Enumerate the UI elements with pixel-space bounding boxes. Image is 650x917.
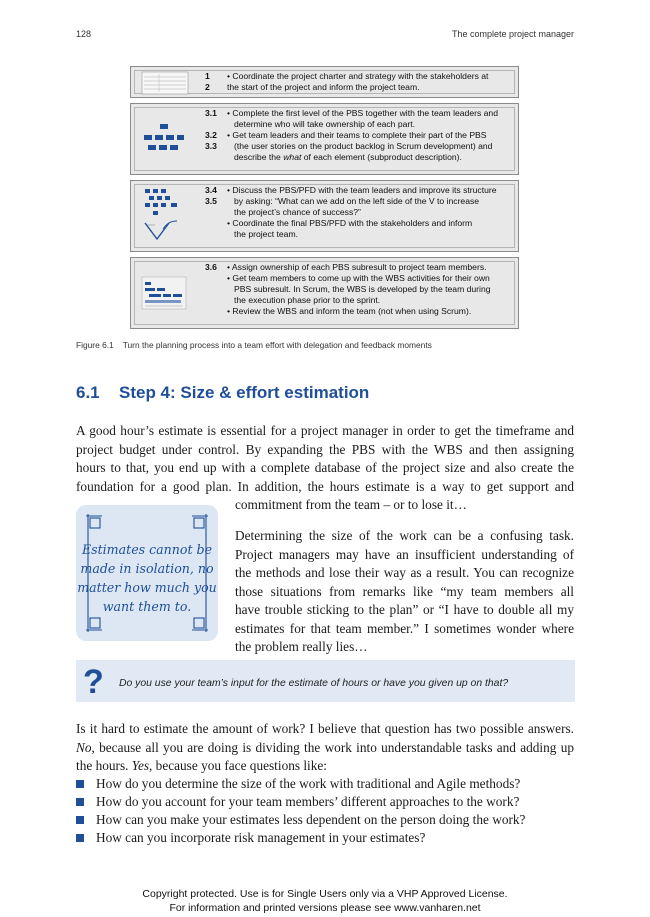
bullet-square-icon (76, 834, 84, 842)
figure-box-2 (130, 103, 519, 175)
figure-row: 3.4 • Discuss the PBS/PFD with the team leaders and improve its structure (205, 185, 497, 195)
figure-caption-text: Turn the planning process into a team effort with delegation and feedback moments (122, 340, 432, 350)
figure-row: 3.5 by asking: “What can we add on the left side of the V to increase (205, 196, 480, 206)
figure-row: determine who will take ownership of each part. (234, 119, 416, 129)
figure-box-3 (130, 180, 519, 252)
bullet-square-icon (76, 798, 84, 806)
pbs-v-model-icon (141, 187, 187, 247)
figure-row: the execution phase prior to the sprint. (234, 295, 381, 305)
paragraph-sizing: Determining the size of the work can be a confusing task. Project managers may have an insufficient understanding of the methods and lose their way as a result. You can recognize those situations from remarks like “my team members all have trouble sticking to the plan” or “I have to double all my estimates for that team member.” I sometimes wonder where the problem really lies… (235, 528, 574, 654)
paragraph-line-no: No, because all you are doing is dividing the work into understandable tasks and adding up (76, 739, 574, 755)
figure-row: 3.6 • Assign ownership of each PBS subresult to project team members. (205, 262, 487, 272)
license-info: For information and printed versions please see www.vanharen.net (169, 902, 481, 914)
figure-box-1 (130, 66, 519, 98)
figure-row: the project’s chance of success?” (234, 207, 361, 217)
list-item: How can you incorporate risk management in your estimates? (76, 829, 425, 848)
pull-quote: Estimates cannot be made in isolation, no matter how much you want them to. (77, 542, 217, 614)
figure-row: • Get team members to come up with the WBS activities for their own (227, 273, 490, 283)
figure-row: 3.1 • Complete the first level of the PBS together with the team leaders and (205, 108, 498, 118)
bullet-square-icon (76, 780, 84, 788)
figure-caption-label: Figure 6.1 (76, 340, 114, 350)
question-text: Do you use your team’s input for the estimate of hours or have you given up on that? (119, 678, 509, 689)
figure-caption (76, 340, 432, 350)
section-number: 6.1 (76, 383, 100, 402)
figure-row: the project team. (234, 229, 299, 239)
figure-row: 2 the start of the project and inform the project team. (205, 82, 420, 92)
figure-row: PBS subresult. In Scrum, the WBS is developed by the team during (234, 284, 491, 294)
figure-row: 1 • Coordinate the project charter and strategy with the stakeholders at (205, 71, 489, 81)
figure-row: • Review the WBS and inform the team (not when using Scrum). (227, 306, 472, 316)
list-item: How can you make your estimates less dependent on the person doing the work? (76, 811, 525, 830)
paragraph-questions: Is it hard to estimate the amount of work? I believe that question has two possible answers. No, because all you are doing is dividing the work into understandable tasks and adding up the hours. Yes, because you face questions like: (76, 721, 574, 773)
page-number: 128 (76, 29, 92, 39)
pbs-tree-icon (143, 122, 185, 154)
paragraph-intro-last-line: commitment from the team – or to lose it… (235, 497, 467, 512)
figure-row: 3.2 • Get team leaders and their teams to complete their part of the PBS (205, 130, 487, 140)
figure-box-4 (130, 257, 519, 329)
wbs-chart-icon (141, 276, 187, 310)
section-title: Step 4: Size & effort estimation (119, 383, 370, 402)
copyright-notice: Copyright protected. Use is for Single Users only via a VHP Approved License. (142, 888, 508, 900)
bullet-square-icon (76, 816, 84, 824)
question-mark-icon: ? (83, 663, 104, 701)
list-item: How do you determine the size of the work with traditional and Agile methods? (76, 775, 520, 794)
section-heading (76, 383, 369, 403)
running-title: The complete project manager (451, 29, 574, 39)
figure-row: • Coordinate the final PBS/PFD with the stakeholders and inform (227, 218, 473, 228)
paragraph-intro: A good hour’s estimate is essential for a project manager in order to get the timeframe and project budget under control. By expanding the PBS with the WBS and then assigning hours to that, you end up with a complete database of the project size and also create the foundation for a good plan. In addition, the hours estimate is a way to get support and (76, 423, 574, 494)
figure-row: 3.3 (the user stories on the product backlog in Scrum development) and (205, 141, 493, 151)
figure-row: describe the what of each element (subproduct description). (234, 152, 462, 162)
list-item: How do you account for your team members’ different approaches to the work? (76, 793, 519, 812)
charter-document-icon (141, 71, 189, 95)
